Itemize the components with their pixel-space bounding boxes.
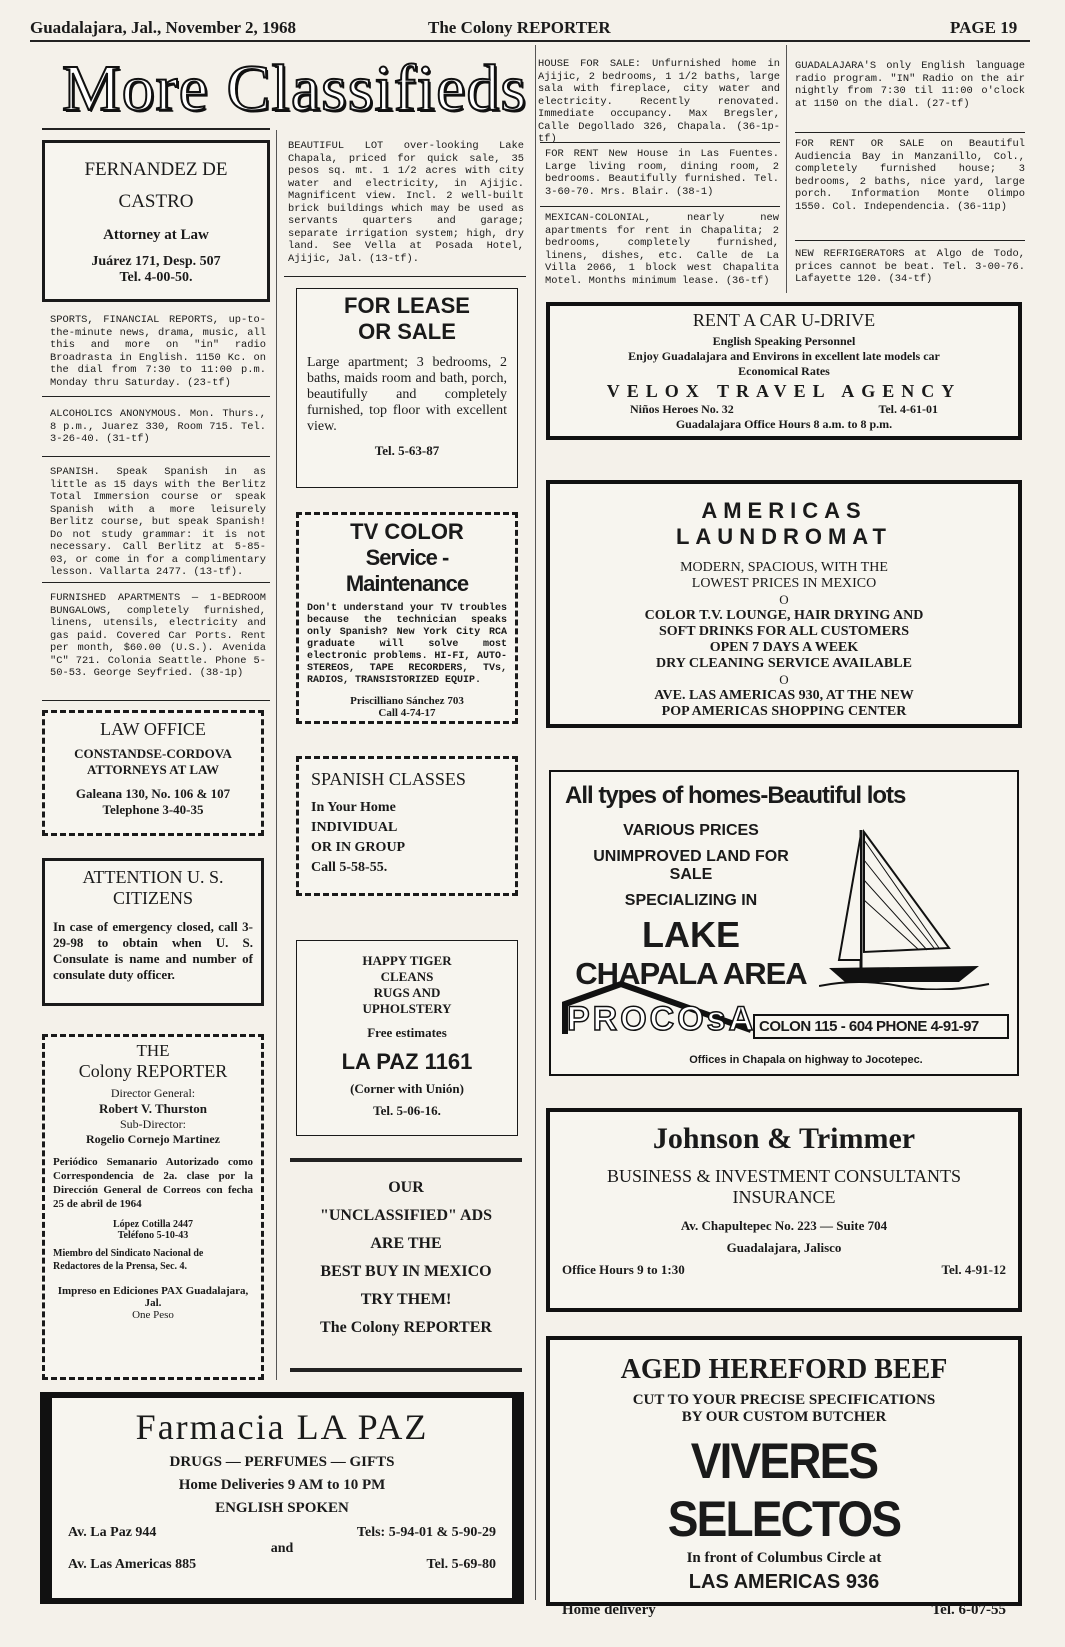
unclassified-ad bbox=[290, 1174, 522, 1342]
ad-line: DRUGS — PERFUMES — GIFTS bbox=[169, 1454, 395, 1470]
classified-sports: SPORTS, FINANCIAL REPORTS, up-to-the-minute news, drama, music, all this and more on "in" radio Broadrasta in English. 1150 Kc. on the dial from 7:30 to 11:00 p.m. Monday thru Saturday. (23-tf) bbox=[50, 314, 266, 389]
ad-body: In case of emergency closed, call 3-29-98 to obtain when U. S. Consulate is name and number of consulate duty officer. bbox=[53, 919, 253, 982]
section-title: More Classifieds bbox=[62, 52, 528, 125]
classified-spanish: SPANISH. Speak Spanish in as little as 15 days with the Berlitz Total Immersion course or speak Spanish with a more leisurely Berlitz course, but speak Spanish! Do not study grammar: it is not necessary. Call Berlitz at 5-85-03, or come in for a complimentary lesson. Vallarta 2477. (13-tf). bbox=[50, 466, 266, 578]
ad-line: MODERN, SPACIOUS, WITH THE bbox=[680, 560, 888, 575]
masthead-director: Robert V. Thurston bbox=[99, 1101, 207, 1116]
law-office-ad bbox=[42, 710, 264, 836]
ad-role: Attorney at Law bbox=[103, 227, 209, 243]
divider bbox=[42, 128, 270, 130]
ad-title: AGED HEREFORD BEEF bbox=[620, 1354, 948, 1385]
column-rule bbox=[786, 45, 787, 293]
ad-line: OUR bbox=[388, 1179, 424, 1196]
ad-line: AVE. LAS AMERICAS 930, AT THE NEW bbox=[654, 688, 914, 703]
ad-line: VARIOUS PRICES bbox=[623, 822, 759, 839]
ad-title: LAUNDROMAT bbox=[675, 524, 892, 549]
velox-ad bbox=[546, 302, 1022, 440]
ad-lake: LAKE bbox=[642, 914, 740, 955]
ad-title: RENT A CAR U-DRIVE bbox=[692, 310, 876, 330]
ad-phone: Tel. 4-91-12 bbox=[941, 1262, 1006, 1277]
viveres-ad bbox=[546, 1336, 1022, 1618]
ad-hours: Office Hours 9 to 1:30 bbox=[562, 1262, 685, 1277]
ad-line: OR IN GROUP bbox=[311, 840, 406, 855]
tv-ad bbox=[296, 512, 518, 724]
ad-line: INSURANCE bbox=[732, 1187, 836, 1207]
ad-line: SOFT DRINKS FOR ALL CUSTOMERS bbox=[659, 624, 909, 639]
fernandez-ad bbox=[42, 140, 270, 302]
ad-line: CUT TO YOUR PRECISE SPECIFICATIONS bbox=[632, 1392, 936, 1408]
header-rule bbox=[30, 40, 1030, 42]
ad-address: Av. La Paz 944 bbox=[68, 1525, 157, 1540]
ad-phone: Tel. 5-06-16. bbox=[373, 1103, 441, 1118]
divider bbox=[42, 456, 270, 457]
lease-ad bbox=[296, 288, 518, 488]
ad-and: and bbox=[270, 1541, 294, 1556]
sailboat-illustration bbox=[819, 820, 1009, 990]
divider bbox=[795, 240, 1025, 241]
ad-address: Niños Heroes No. 32 bbox=[630, 402, 734, 416]
ad-line: INDIVIDUAL bbox=[311, 820, 398, 835]
dateline: Guadalajara, Jal., November 2, 1968 bbox=[30, 18, 297, 37]
ad-body: Large apartment; 3 bedrooms, 2 baths, maids room and bath, porch, beautifully and completely furnished, top floor with excellent view. bbox=[307, 355, 507, 434]
americas-ad bbox=[546, 480, 1022, 728]
ad-firm: ATTORNEYS AT LAW bbox=[87, 762, 219, 777]
ad-line: English Speaking Personnel bbox=[712, 334, 856, 348]
classified-for-rent: FOR RENT New House in Las Fuentes. Large living room, dining room, 2 bedrooms. Beautifully furnished. Tel. 3-60-70. Mrs. Blair. (38-1) bbox=[545, 148, 779, 198]
ad-address: Galeana 130, No. 106 & 107 bbox=[75, 786, 231, 801]
ad-line: UNIMPROVED LAND FOR SALE bbox=[593, 848, 789, 883]
masthead-price: One Peso bbox=[132, 1309, 174, 1321]
ad-phone: Tel. 6-07-55 bbox=[931, 1602, 1006, 1618]
masthead-name: Colony REPORTER bbox=[78, 1061, 228, 1081]
ad-line: COLOR T.V. LOUNGE, HAIR DRYING AND bbox=[644, 608, 924, 623]
ad-name: Priscilliano Sánchez 703 bbox=[350, 695, 464, 707]
ad-line: BEST BUY IN MEXICO bbox=[320, 1263, 492, 1280]
ad-title: CITIZENS bbox=[113, 888, 193, 908]
paper-name: The Colony REPORTER bbox=[428, 18, 611, 37]
ad-phone: Call 4-74-17 bbox=[378, 707, 436, 719]
ad-line: Economical Rates bbox=[738, 364, 830, 378]
divider bbox=[42, 396, 270, 397]
ad-phone: Tel. 5-69-80 bbox=[426, 1557, 496, 1572]
ad-line: The Colony REPORTER bbox=[320, 1319, 492, 1336]
ad-area: CHAPALA AREA bbox=[575, 956, 807, 991]
attention-ad bbox=[42, 858, 264, 1006]
ad-title: AMERICAS bbox=[701, 498, 867, 523]
ad-line: BY OUR CUSTOM BUTCHER bbox=[681, 1409, 887, 1425]
classified-furnished: FURNISHED APARTMENTS — 1-BEDROOM BUNGALOWS, completely furnished, linens, utensils, electricity and gas paid. Covered Car Ports. Rent per month, $60.00 (U.S.). Avenida "C" 721. Colonia Seattle. Phone 5-50-53. George Seyfried. (38-1p) bbox=[50, 592, 266, 679]
ad-name: FERNANDEZ DE bbox=[84, 159, 228, 180]
ad-title: LAW OFFICE bbox=[100, 719, 206, 739]
ad-city: Guadalajara, Jalisco bbox=[726, 1240, 842, 1255]
ad-line: DRY CLEANING SERVICE AVAILABLE bbox=[656, 656, 912, 671]
farmacia-ad bbox=[40, 1392, 524, 1604]
masthead bbox=[42, 1034, 264, 1380]
masthead-sub-label: Sub-Director: bbox=[120, 1117, 186, 1131]
ad-title: Johnson & Trimmer bbox=[652, 1122, 916, 1155]
ad-phone: Call 5-58-55. bbox=[311, 860, 388, 875]
classified-radio: GUADALAJARA'S only English language radio program. "IN" Radio on the air nightly from 7:30 til 11:00 o'clock at 1150 on the dial. (27-tf) bbox=[795, 60, 1025, 110]
masthead-miembro: Miembro del Sindicato Nacional de Redactores de la Prensa, Sec. 4. bbox=[53, 1248, 204, 1272]
ad-line: HAPPY TIGER bbox=[362, 953, 452, 968]
ad-agency: VELOX TRAVEL AGENCY bbox=[606, 381, 962, 401]
masthead-the: THE bbox=[136, 1041, 170, 1060]
ad-line: LOWEST PRICES IN MEXICO bbox=[691, 576, 877, 591]
divider bbox=[540, 206, 780, 207]
ad-title: Service - Maintenance bbox=[345, 545, 469, 596]
divider bbox=[290, 1368, 522, 1372]
classified-refrigerators: NEW REFRIGERATORS at Algo de Todo, prices cannot be beat. Tel. 3-00-76. Lafayette 120. (34-tf) bbox=[795, 248, 1025, 285]
ad-line: In front of Columbus Circle at bbox=[686, 1550, 882, 1566]
ad-separator: O bbox=[779, 672, 789, 687]
divider bbox=[540, 142, 780, 143]
ad-big: VIVERES SELECTOS bbox=[667, 1433, 901, 1547]
classified-rent-or-sale: FOR RENT OR SALE on Beautiful Audiencia Bay in Manzanillo, Col., completely furnished house; 3 bedrooms, 2 baths, nice yard, large porch. Information Monte Olimpo 1550. Col. Independencia. (36-11p) bbox=[795, 138, 1025, 213]
divider bbox=[290, 1158, 522, 1162]
procosa-ad bbox=[549, 770, 1019, 1076]
ad-title: OR SALE bbox=[358, 319, 456, 344]
ad-home-delivery: Home delivery bbox=[562, 1602, 656, 1618]
ad-line: "UNCLASSIFIED" ADS bbox=[319, 1207, 493, 1224]
ad-line: POP AMERICAS SHOPPING CENTER bbox=[661, 704, 907, 719]
ad-line: TRY THEM! bbox=[360, 1291, 452, 1308]
ad-title: SPANISH CLASSES bbox=[311, 769, 466, 789]
ad-hours: Guadalajara Office Hours 8 a.m. to 8 p.m. bbox=[675, 417, 893, 431]
spanish-classes-ad bbox=[296, 756, 518, 896]
ad-line: UPHOLSTERY bbox=[362, 1001, 452, 1016]
ad-address: Juárez 171, Desp. 507 bbox=[91, 254, 221, 269]
ad-line: LAS AMERICAS 936 bbox=[688, 1571, 880, 1593]
ad-address: Av. Las Americas 885 bbox=[68, 1557, 197, 1572]
classified-beautiful-lot: BEAUTIFUL LOT over-looking Lake Chapala, priced for quick sale, 35 pesos sq. mt. 1 1/2 acres with city water and electricity, in Ajijic. Magnificent view. Incl. 2 well-built brick buildings which may be used as servants quarters and garage; separate irrigation system; high, dry land. See Vella at Posada Hotel, Ajijic, Jal. (13-tf). bbox=[288, 140, 524, 265]
column-rule bbox=[276, 130, 277, 1380]
masthead-address: López Cotilla 2447 bbox=[113, 1219, 193, 1230]
ad-phone: Telephone 3-40-35 bbox=[102, 802, 204, 817]
masthead-impreso: Impreso en Ediciones PAX Guadalajara, Jal. bbox=[57, 1285, 249, 1309]
ad-line: Home Deliveries 9 AM to 10 PM bbox=[178, 1477, 386, 1493]
ad-title: TV COLOR bbox=[350, 519, 464, 544]
happy-tiger-ad bbox=[296, 940, 518, 1136]
ad-line: OPEN 7 DAYS A WEEK bbox=[709, 640, 859, 655]
ad-firm: CONSTANDSE-CORDOVA bbox=[74, 746, 232, 761]
masthead-periodico: Periódico Semanario Autorizado como Correspondencia de 2a. clase por la Dirección General de Correos con fecha 25 de abril de 1964 bbox=[53, 1156, 253, 1210]
ad-body: Don't understand your TV troubles because the technician speaks only Spanish? New York City RCA graduate will solve most electronic problems. HI-FI, AUTO-STEREOS, TAPE RECORDERS, TVs, RADIOS, TRANSISTORIZED EQUIP. bbox=[307, 603, 507, 686]
masthead-phone: Teléfono 5-10-43 bbox=[117, 1230, 189, 1241]
ad-line: ENGLISH SPOKEN bbox=[215, 1500, 349, 1516]
ad-name: CASTRO bbox=[118, 191, 194, 212]
ad-headline: All types of homes-Beautiful lots bbox=[565, 782, 906, 809]
johnson-ad bbox=[546, 1108, 1022, 1312]
ad-line: BUSINESS & INVESTMENT CONSULTANTS bbox=[606, 1166, 962, 1186]
ad-title: FOR LEASE bbox=[344, 293, 470, 318]
classified-alcoholics: ALCOHOLICS ANONYMOUS. Mon. Thurs., 8 p.m., Juarez 330, Room 715. Tel. 3-26-40. (31-tf) bbox=[50, 408, 266, 445]
ad-line: RUGS AND bbox=[373, 985, 441, 1000]
classified-house-sale: HOUSE FOR SALE: Unfurnished home in Ajijic, 2 bedrooms, 1 1/2 baths, large sala with fireplace, city water and electricity. Recently renovated. Immediate occupancy. Max Bregsler, Calle Degollado 326, Chapala. (36-1p-tf) bbox=[538, 58, 780, 145]
ad-line: SPECIALIZING IN bbox=[624, 892, 758, 909]
ad-phone: Tels: 5-94-01 & 5-90-29 bbox=[356, 1525, 496, 1540]
ad-line: CLEANS bbox=[380, 969, 434, 984]
divider bbox=[42, 582, 270, 583]
ad-phone: Tel. 4-00-50. bbox=[119, 270, 193, 285]
divider bbox=[42, 700, 270, 701]
ad-line: (Corner with Unión) bbox=[350, 1081, 464, 1096]
page-number: PAGE 19 bbox=[950, 18, 1018, 37]
ad-phone: COLON 115 - 604 PHONE 4-91-97 bbox=[753, 1014, 1009, 1039]
divider bbox=[795, 132, 1025, 133]
ad-phone: Tel. 5-63-87 bbox=[374, 443, 440, 458]
ad-address: Av. Chapultepec No. 223 — Suite 704 bbox=[680, 1218, 888, 1233]
ad-line: Free estimates bbox=[367, 1025, 447, 1040]
ad-title: Farmacia LA PAZ bbox=[135, 1407, 429, 1447]
ad-title: ATTENTION U. S. bbox=[82, 867, 224, 887]
ad-phone: Tel. 4-61-01 bbox=[878, 402, 938, 416]
procosa-logo-text: PROCOsA bbox=[567, 1000, 757, 1038]
classified-mexican-colonial: MEXICAN-COLONIAL, nearly new apartments for rent in Chapalita; 2 bedrooms, completely furnished, linens, dishes, etc. Calle de La Villa 2066, 1 block west Chapalita Motel. Months minimum lease. (36-tf) bbox=[545, 212, 779, 287]
column-rule bbox=[535, 45, 536, 1600]
masthead-sub: Rogelio Cornejo Martinez bbox=[86, 1132, 220, 1146]
ad-line: In Your Home bbox=[311, 800, 396, 815]
divider bbox=[284, 276, 526, 277]
ad-separator: O bbox=[779, 592, 789, 607]
ad-address: LA PAZ 1161 bbox=[341, 1049, 473, 1074]
ad-line: ARE THE bbox=[370, 1235, 442, 1252]
masthead-director-label: Director General: bbox=[110, 1086, 196, 1100]
ad-offices: Offices in Chapala on highway to Jocotepec. bbox=[689, 1054, 923, 1066]
ad-line: Enjoy Guadalajara and Environs in excellent late models car bbox=[628, 349, 940, 363]
